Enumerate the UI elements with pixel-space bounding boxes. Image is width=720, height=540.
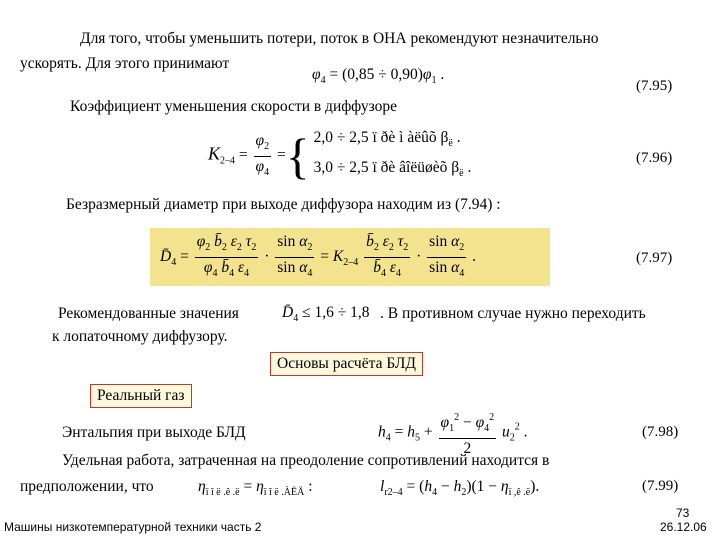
footer-page-number: 73 (676, 506, 690, 520)
equation-number-7-95: (7.95) (636, 78, 673, 94)
equation-7-96: $K_{2-4}$ = $\frac{\varphi_2}{\varphi_4}$ ={ 2,0 ÷ 2,5 ï ðè ì àëûõ $\beta_ë$ . 3,0 ÷ 2,5 ï ðè âîëüøèõ $\beta_ë$ . (208, 128, 472, 184)
paragraph-assumption: предположении, что (20, 478, 154, 495)
equation-7-99: $l_{r2-4} = (h_4 - h_2)(1 - \eta_{ï ,ê .ë})$. (380, 478, 540, 498)
equation-eta-assumption: $\eta_{ï î ë .ê .ë} = \eta_{ï î ë .ÀËÄ}$ : (198, 478, 313, 498)
paragraph-recommended-cont: . В противном случае нужно переходить (380, 305, 646, 322)
paragraph-specific-work: Удельная работа, затраченная на преодоление сопротивлений находится в (62, 452, 550, 469)
section-box-real-gas: Реальный газ (90, 384, 192, 408)
paragraph-enthalpy: Энтальпия при выходе БЛД (62, 424, 246, 441)
equation-number-7-97: (7.97) (636, 250, 673, 266)
paragraph-dimensionless-diameter: Безразмерный диаметр при выходе диффузора находим из (7.94) : (66, 196, 501, 213)
equation-7-95: $\varphi_4 = (0,85 \div 0,90)\varphi_1$ . (312, 66, 445, 86)
paragraph-recommended: Рекомендованные значения (58, 305, 239, 322)
paragraph-vaned-diffuser: к лопаточному диффузору. (52, 328, 228, 345)
equation-number-7-98: (7.98) (642, 424, 679, 440)
section-box-basics: Основы расчёта БЛД (270, 352, 423, 376)
footer-date: 26.12.06 (660, 520, 707, 534)
paragraph-intro: Для того, чтобы уменьшить потери, поток в ОНА рекомендуют незначительно (80, 30, 599, 47)
equation-7-96-case-small: 2,0 ÷ 2,5 ï ðè ì àëûõ β (313, 129, 449, 146)
equation-7-96-case-large: 3,0 ÷ 2,5 ï ðè âîëüøèõ β (313, 159, 460, 176)
equation-number-7-96: (7.96) (636, 150, 673, 166)
footer-course-title: Машины низкотемпературной техники часть 2 (4, 520, 262, 534)
equation-number-7-99: (7.99) (642, 478, 679, 494)
equation-7-98: $h_4 = h_5$ + $\frac{\varphi_1^2 - \varphi_4^2}{2}$ $u_2^2$ . (378, 408, 528, 458)
equation-7-97: $D̄_4$ = $\frac{\varphi_2 b̄_2 \varepsilon_2 \tau_2}{\varphi_4 b̄_4 \varepsilon_4}$ · $\frac{\sin \alpha_2}{\sin \alpha_4}$ = $K_{2-4}$ $\frac{b̄_2 \varepsilon_2 \tau_2}{b̄_4 \varepsilon_4}$ · $\frac{\sin \alpha_2}{\sin \alpha_4}$ . (160, 233, 477, 279)
equation-7-95-range: (0,85 ÷ 0,90) (342, 66, 423, 83)
paragraph-diffuser-coefficient: Коэффициент уменьшения скорости в диффузоре (70, 98, 398, 115)
paragraph-intro-cont: ускорять. Для этого принимают (20, 55, 230, 72)
equation-recommended-range: $D̄_4 \le 1,6 \div 1,8$ (282, 304, 370, 324)
